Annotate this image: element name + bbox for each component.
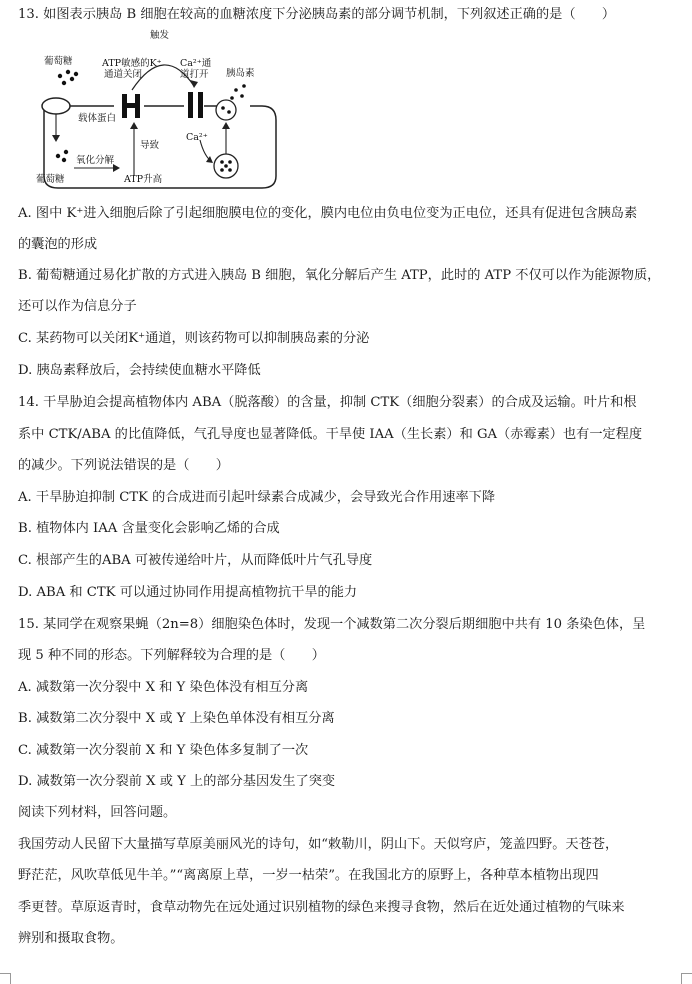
q15-stem-line1: 15. 某同学在观察果蝇（2n=8）细胞染色体时，发现一个减数第二次分裂后期细胞中共有 10 条染色体，呈 [18,617,646,632]
k-channel [122,94,140,118]
trigger-arrowhead [190,80,198,88]
q13-option-a-line1: A. 图中 K⁺进入细胞后除了引起细胞膜电位的变化，膜内电位由负电位变为正电位，还具有促进包含胰岛素 [18,206,638,221]
insulin-secretion-diagram [14,28,294,198]
q13-option-b-line2: 还可以作为信息分子 [18,299,137,314]
oxidation-arrowhead [113,164,120,172]
q14-option-a: A. 干旱胁迫抑制 CTK 的合成进而引起叶绿素合成减少，会导致光合作用速率下降 [18,490,496,505]
reading-paragraph-line3: 季更替。草原返青时，食草动物先在远处通过识别植物的绿色来搜寻食物，然后在近处通过植物的气味来 [18,900,625,915]
q14-option-b: B. 植物体内 IAA 含量变化会影响乙烯的合成 [18,521,280,536]
label-conduct: 导致 [140,140,160,151]
label-glucose-top: 葡萄糖 [44,56,73,67]
vesicle-arrowhead [222,122,230,129]
q14-stem-line1: 14. 干旱胁迫会提高植物体内 ABA（脱落酸）的含量，抑制 CTK（细胞分裂素）的合成及运输。叶片和根 [18,395,637,410]
reading-paragraph-line2: 野茫茫，风吹草低见牛羊。”“离离原上草，一岁一枯荣”。在我国北方的原野上，各种草本植物出现四 [18,868,599,883]
q15-option-c: C. 减数第一次分裂前 X 和 Y 染色体多复制了一次 [18,743,309,758]
label-glucose-bottom: 葡萄糖 [36,174,65,185]
label-insulin: 胰岛素 [226,68,255,79]
label-trigger: 触发 [150,30,170,41]
q13-option-a-line2: 的囊泡的形成 [18,237,98,252]
label-ca-ion: Ca²⁺ [186,132,208,143]
q14-option-c: C. 根部产生的ABA 可被传递给叶片，从而降低叶片气孔导度 [18,553,373,568]
label-ca-channel-2: 道打开 [180,69,209,80]
q15-option-b: B. 减数第二次分裂中 X 或 Y 上染色单体没有相互分离 [18,711,335,726]
glucose-dots-top [58,70,78,85]
q13-stem: 13. 如图表示胰岛 B 细胞在较高的血糖浓度下分泌胰岛素的部分调节机制，下列叙述正确的是（ ） [18,7,616,22]
label-k-channel-2: 通道关闭 [104,69,143,80]
glucose-dots-bottom [56,150,68,162]
q14-option-d: D. ABA 和 CTK 可以通过协同作用提高植物抗干旱的能力 [18,585,358,600]
q14-stem-line2: 系中 CTK/ABA 的比值降低，气孔导度也显著降低。干旱使 IAA（生长素）和 GA（赤霉素）也有一定程度 [18,427,643,442]
q14-stem-line3: 的减少。下列说法错误的是（ ） [18,458,229,473]
page-corner-mark-right [681,973,692,984]
q15-option-a: A. 减数第一次分裂中 X 和 Y 染色体没有相互分离 [18,680,309,695]
reading-intro: 阅读下列材料，回答问题。 [18,805,177,820]
q15-option-d: D. 减数第一次分裂前 X 或 Y 上的部分基因发生了突变 [18,774,336,789]
q15-stem-line2: 现 5 种不同的形态。下列解释较为合理的是（ ） [18,648,325,663]
label-atp-rise: ATP升高 [124,174,163,185]
q13-option-d: D. 胰岛素释放后，会持续使血糖水平降低 [18,363,261,378]
carrier-protein [42,98,70,114]
page-corner-mark-left [0,973,11,984]
q13-option-c: C. 某药物可以关闭K⁺通道，则该药物可以抑制胰岛素的分泌 [18,331,370,346]
diagram-graphics [14,28,294,198]
reading-paragraph-line1: 我国劳动人民留下大量描写草原美丽风光的诗句，如“敕勒川，阴山下。天似穹庐，笼盖四野。天苍苍， [18,837,619,852]
reading-paragraph-line4: 辨别和摄取食物。 [18,931,124,946]
label-carrier: 载体蛋白 [78,113,117,124]
conduct-arrowhead [130,122,138,129]
q13-option-b-line1: B. 葡萄糖通过易化扩散的方式进入胰岛 B 细胞，氧化分解后产生 ATP，此时的 ATP 不仅可以作为能源物质， [18,268,661,283]
label-ca-channel-1: Ca²⁺通 [180,58,212,69]
label-k-channel-1: ATP敏感的K⁺ [102,58,162,69]
glucose-entry-arrowhead [52,135,60,142]
ca-channel [188,92,203,118]
insulin-vesicle [216,100,236,120]
label-oxidation: 氧化分解 [76,155,115,166]
